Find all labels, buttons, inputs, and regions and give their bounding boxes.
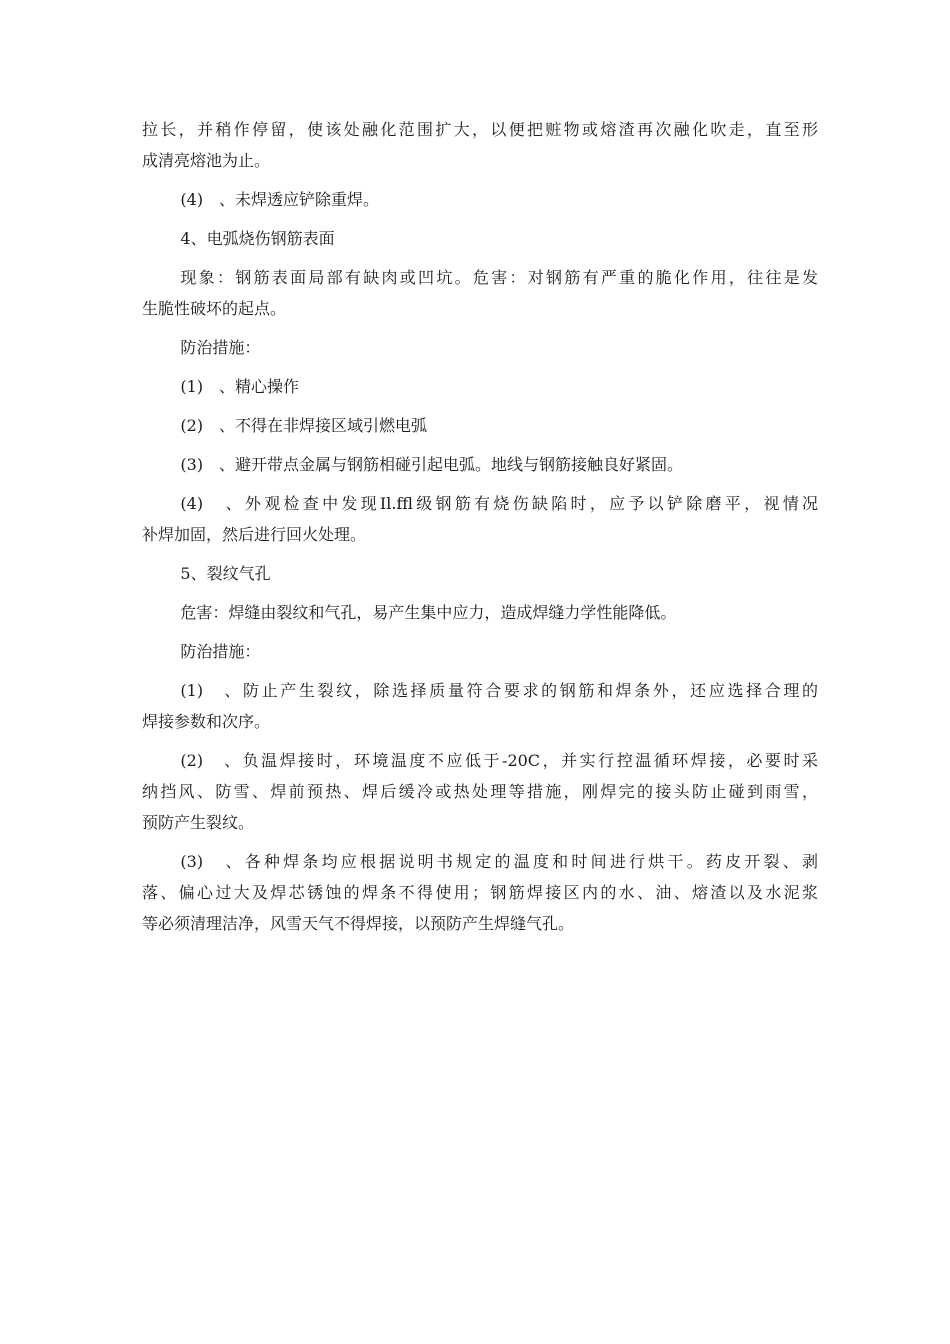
text-line: (1) 、精心操作 (180, 377, 300, 396)
text-line: 落、偏心过大及焊芯锈蚀的焊条不得使用；钢筋焊接区内的水、油、熔渣以及水泥浆 (142, 883, 818, 902)
text-line: 拉长，并稍作停留，使该处融化范围扩大，以便把赃物或熔渣再次融化吹走，直至形 (142, 120, 818, 139)
paragraph (142, 488, 818, 550)
paragraph (142, 846, 818, 939)
text-line: 等必须清理洁净，风雪天气不得焊接，以预防产生焊缝气孔。 (142, 914, 575, 933)
paragraph (142, 262, 818, 324)
text-line: 危害：焊缝由裂纹和气孔，易产生集中应力，造成焊缝力学性能降低。 (180, 603, 677, 622)
paragraph (142, 745, 818, 838)
paragraph (142, 558, 818, 589)
text-line: (4) 、未焊透应铲除重焊。 (180, 190, 380, 209)
paragraph (142, 371, 818, 402)
paragraph (142, 184, 818, 215)
paragraph (142, 449, 818, 480)
paragraph (142, 675, 818, 737)
document-page (142, 114, 818, 939)
text-line: 现象：钢筋表面局部有缺肉或凹坑。危害：对钢筋有严重的脆化作用，往往是发 (180, 268, 818, 287)
text-line: 成清亮熔池为止。 (142, 151, 271, 170)
text-line: 防治措施： (180, 642, 261, 661)
text-line: (2) 、负温焊接时，环境温度不应低于-20C，并实行控温循环焊接，必要时采 (180, 751, 818, 770)
paragraph (142, 636, 818, 667)
text-line: 纳挡风、防雪、焊前预热、焊后缓冷或热处理等措施，刚焊完的接头防止碰到雨雪， (142, 782, 818, 801)
text-line: 预防产生裂纹。 (142, 813, 255, 832)
text-line: (3) 、避开带点金属与钢筋相碰引起电弧。地线与钢筋接触良好紧固。 (180, 455, 684, 474)
text-line: (2) 、不得在非焊接区域引燃电弧 (180, 416, 428, 435)
paragraph (142, 597, 818, 628)
text-line: 4、电弧烧伤钢筋表面 (180, 229, 335, 248)
text-line: (3) 、各种焊条均应根据说明书规定的温度和时间进行烘干。药皮开裂、剥 (180, 852, 818, 871)
text-line: (1) 、防止产生裂纹，除选择质量符合要求的钢筋和焊条外，还应选择合理的 (180, 681, 818, 700)
text-line: 焊接参数和次序。 (142, 712, 271, 731)
text-line: 防治措施： (180, 338, 261, 357)
text-line: (4) 、外观检查中发现Il.ffl级钢筋有烧伤缺陷时，应予以铲除磨平，视情况 (180, 494, 818, 513)
paragraph (142, 410, 818, 441)
paragraph (142, 114, 818, 176)
text-line: 补焊加固，然后进行回火处理。 (142, 525, 367, 544)
paragraph (142, 332, 818, 363)
text-line: 5、裂纹气孔 (180, 564, 271, 583)
paragraph (142, 223, 818, 254)
text-line: 生脆性破坏的起点。 (142, 299, 287, 318)
